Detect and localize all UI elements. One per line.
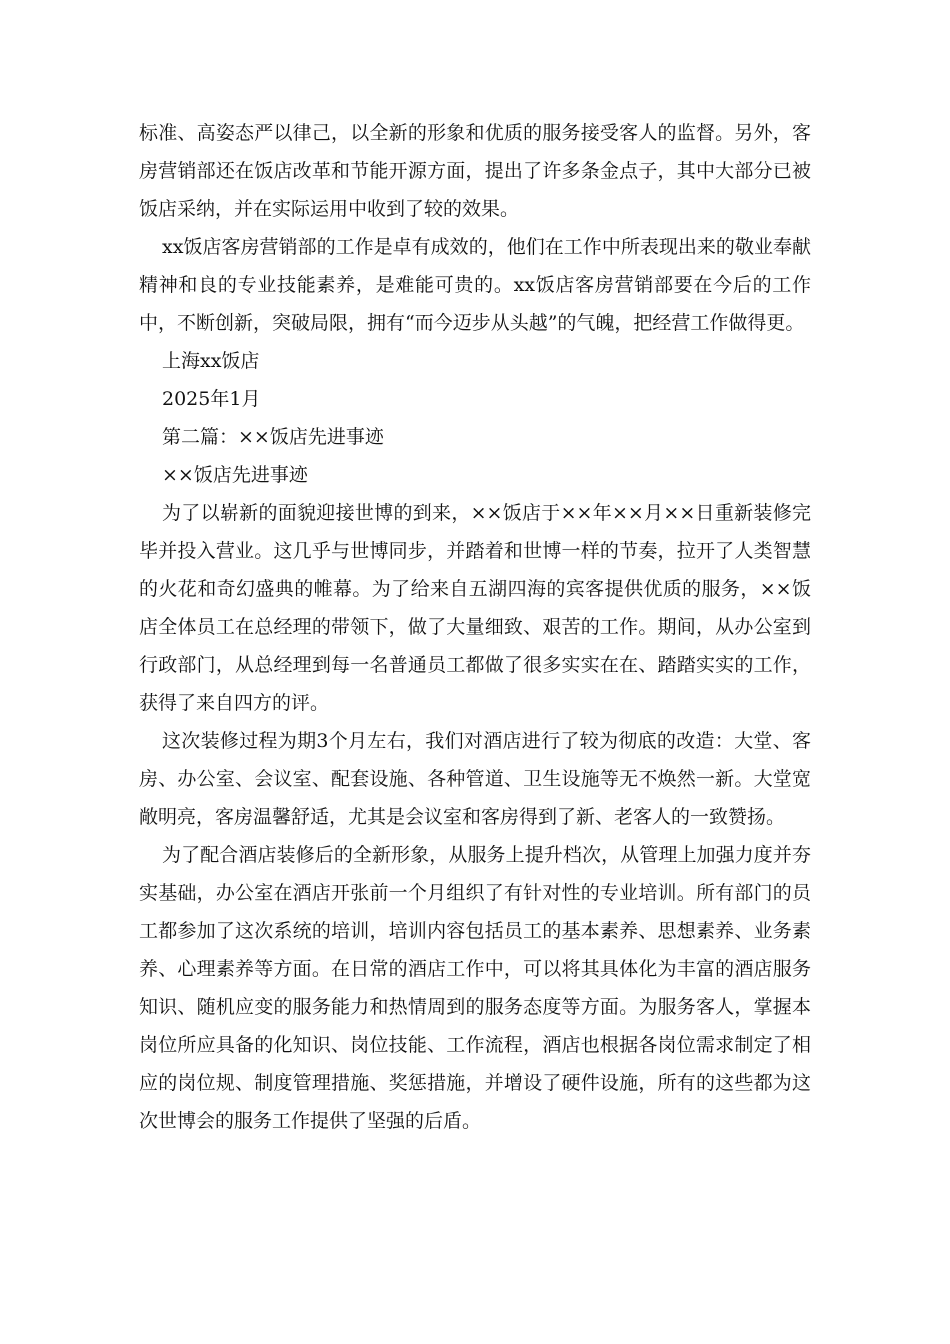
paragraph: xx饭店客房营销部的工作是卓有成效的，他们在工作中所表现出来的敬业奉献精神和良的专业技能素养，是难能可贵的。xx饭店客房营销部要在今后的工作中，不断创新，突破局限，拥有“而今迈步从头越”的气魄，把经营工作做得更。 xyxy=(139,236,811,334)
paragraph: 标准、高姿态严以律己，以全新的形象和优质的服务接受客人的监督。另外，客房营销部还在饭店改革和节能开源方面，提出了许多条金点子，其中大部分已被饭店采纳，并在实际运用中收到了较的效果。 xyxy=(139,122,811,220)
signature-org: 上海xx饭店 xyxy=(162,350,260,372)
paragraph: 为了配合酒店装修后的全新形象，从服务上提升档次，从管理上加强力度并夯实基础，办公室在酒店开张前一个月组织了有针对性的专业培训。所有部门的员工都参加了这次系统的培训，培训内容包括员工的基本素养、思想素养、业务素养、心理素养等方面。在日常的酒店工作中，可以将其具体化为丰富的酒店服务知识、随机应变的服务能力和热情周到的服务态度等方面。为服务客人，掌握本岗位所应具备的化知识、岗位技能、工作流程，酒店也根据各岗位需求制定了相应的岗位规、制度管理措施、奖惩措施，并增设了硬件设施，所有的这些都为这次世博会的服务工作提供了坚强的后盾。 xyxy=(139,844,811,1132)
document-body xyxy=(139,114,811,1140)
section-title: ××饭店先进事迹 xyxy=(162,464,308,486)
section-heading: 第二篇：××饭店先进事迹 xyxy=(162,426,384,448)
signature-date: 2025年1月 xyxy=(162,388,261,410)
paragraph: 为了以崭新的面貌迎接世博的到来，××饭店于××年××月××日重新装修完毕并投入营业。这几乎与世博同步，并踏着和世博一样的节奏，拉开了人类智慧的火花和奇幻盛典的帷幕。为了给来自五湖四海的宾客提供优质的服务，××饭店全体员工在总经理的带领下，做了大量细致、艰苦的工作。期间，从办公室到行政部门，从总经理到每一名普通员工都做了很多实实在在、踏踏实实的工作，获得了来自四方的评。 xyxy=(139,502,811,714)
paragraph: 这次装修过程为期3个月左右，我们对酒店进行了较为彻底的改造：大堂、客房、办公室、会议室、配套设施、各种管道、卫生设施等无不焕然一新。大堂宽敞明亮，客房温馨舒适，尤其是会议室和客房得到了新、老客人的一致赞扬。 xyxy=(139,730,811,828)
